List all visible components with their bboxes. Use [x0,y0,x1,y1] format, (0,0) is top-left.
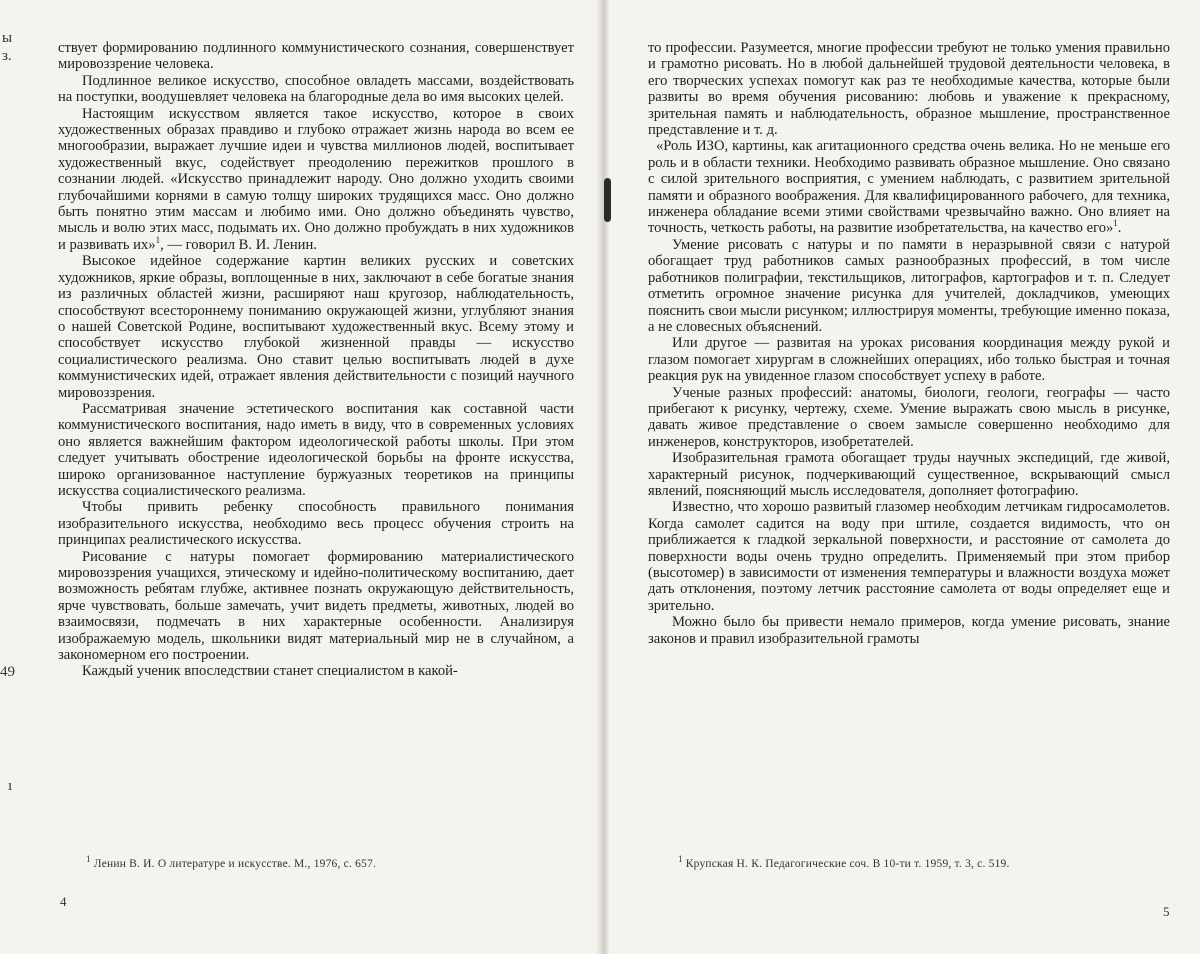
paragraph-tail: , — говорил В. И. Ленин. [160,236,317,253]
paragraph: Умение рисовать с натуры и по памяти в неразрывной связи с натурой обогащает труд работников самых разнообразных профессий, в том числе работников полиграфии, текстильщиков, литографов, картографов и т. п. Следует отметить огромное значение рисунка для учителей, докладчиков, умеющих пояснить свои мысли рисунком; иллюстрируя моменты, требующие именно показа, а не словесных объяснений. [648,236,1170,335]
paragraph [648,138,1170,236]
paragraph: Изобразительная грамота обогащает труды научных экспедиций, где живой, характерный рисунок, подчеркивающий существенное, вскрывающий смысл явлений, поясняющий мысль исследователя, дополняет фотографию. [648,450,1170,499]
paragraph: Рисование с натуры помогает формированию материалистического мировоззрения учащихся, этическому и идейно-политическому воспитанию, дает возможность ребятам глубже, активнее познать окружающую действительность, ярче чувствовать, больше замечать, учит видеть предметы, животных, людей во взаимосвязи, подмечать в них характерные особенности. Анализируя изображаемую модель, школьники видят материальный мир не в случайном, а закономерном его построении. [58,548,574,664]
right-page-text [648,40,1170,647]
paragraph: Подлинное великое искусство, способное овладеть массами, воздействовать на поступки, воодушевляет человека на благородные дела во имя высоких целей. [58,72,574,106]
footnote [678,854,1010,870]
footnote-mark: 1 [86,854,91,865]
paragraph: Известно, что хорошо развитый глазомер необходим летчикам гидросамолетов. Когда самолет садится на воду при штиле, создается видимость, что он приближается к гладкой зеркальной поверхности, и расстояние от самолета до поверхности воды очень трудно определить. Применяемый при этом прибор (высотомер) в зависимости от изменения температуры и влажности воздуха может дать отклонения, поэтому летчик расстояние самолета от воды определяет еще и зрительно. [648,499,1170,614]
page-number: 5 [1163,904,1170,919]
footnote-mark: 1 [678,854,683,865]
footnote-ref: 1 [155,235,161,246]
paragraph: Или другое — развитая на уроках рисования координация между рукой и глазом помогает хирургам в сложнейших операциях, ибо только быстрая и точная реакция рук на увиденное глазом способствует успеху в работе. [648,335,1170,385]
paragraph: Каждый ученик впоследствии станет специалистом в какой- [82,663,458,680]
page-number: 4 [60,894,67,909]
footnote-ref: 1 [1113,218,1118,229]
paragraph-tail: . [1117,220,1122,237]
footnote-text: Ленин В. И. О литературе и искусстве. М., 1976, с. 657. [93,858,377,870]
footnote [86,854,377,870]
paragraph: то профессии. Разумеется, многие профессии требуют не только умения правильно и грамотно рисовать. Но в любой дальнейшей трудовой деятельности человека, в его творческих успехах помогут как раз те необходимые качества, которые были развиты во время обучения рисованию: любовь и уважение к прекрасному, зрительная память и наблюдательность, образное мышление, пространственное представление и т. д. [648,40,1170,139]
paragraph: Можно было бы привести немало примеров, когда умение рисовать, знание законов и правил изобразительной грамоты [648,614,1170,647]
book-spine [596,0,610,954]
margin-mark: ы [2,30,13,46]
left-page-text [58,40,574,680]
paragraph: ствует формированию подлинного коммунистического сознания, совершенствует мировоззрение человека. [58,40,574,73]
footnote-text: Крупская Н. К. Педагогические соч. В 10-ти т. 1959, т. 3, с. 519. [685,858,1010,870]
binding-mark [604,178,611,222]
paragraph: Чтобы привить ребенку способность правильного понимания изобразительного искусства, необходимо весь процесс обучения строить на принципах реалистического искусства. [58,499,574,549]
paragraph-text: Настоящим искусством является такое искусство, которое в своих художественных образах правдиво и глубоко отражает жизнь народа во всем ее многообразии, выражает лучшие идеи и чувства миллионов людей, воспитывает художественный вкус, содействует преодолению пережитков прошлого в сознании людей. «Искусство принадлежит народу. Оно должно уходить своими глубочайшими корнями в самую толщу широких трудящихся масс. Оно должно быть понятно этим массам и любимо ими. Оно должно объединять чувство, мысль и волю этих масс, подымать их. Оно должно пробуждать в них художников и развивать их» [58,105,574,253]
paragraph [58,106,574,254]
paragraph: Рассматривая значение эстетического воспитания как составной части коммунистического воспитания, надо иметь в виду, что в современных условиях оно является важнейшим фактором идеологической работы школы. При этом следует учитывать обострение идеологической борьбы на фронте искусства, широко организованное наступление буржуазных теоретиков на принципы искусства социалистического реализма. [58,400,574,499]
margin-mark: з. [2,48,12,64]
paragraph: Ученые разных профессий: анатомы, биологи, геологи, географы — часто прибегают к рисунку, чертежу, схеме. Умение выражать свою мысль в рисунке, давать живое представление о своем замысле совершенно необходимо для инженеров, конструкторов, изобретателей. [648,384,1170,450]
margin-mark: ı [8,778,13,794]
paragraph-text: «Роль ИЗО, картины, как агитационного средства очень велика. Но не меньше его роль и в области техники. Необходимо развивать образное мышление. Оно связано с силой зрительного восприятия, с умением наблюдать, с развитием зрительной памяти и образного воображения. Для квалифицированного рабочего, для техника, инженера обладание всеми этими свойствами чрезвычайно важно. Оно влияет на точность, четкость работы, на развитие изобретательства, на качество его» [648,138,1170,237]
paragraph: Высокое идейное содержание картин великих русских и советских художников, яркие образы, воплощенные в них, заключают в себе богатые знания из различных областей жизни, расширяют наш кругозор, наблюдательность, способствуют всестороннему пониманию окружающей жизни, углубляют знания о нашей Советской Родине, воспитывают художественный вкус. Всему этому и способствует искусство глубокой жизненной правды — искусство социалистического реализма. Оно ставит целью воспитывать людей в духе коммунистических идей, отражает явления действительности с позиций научного мировоззрения. [58,253,574,401]
margin-mark: 49 [0,664,15,680]
